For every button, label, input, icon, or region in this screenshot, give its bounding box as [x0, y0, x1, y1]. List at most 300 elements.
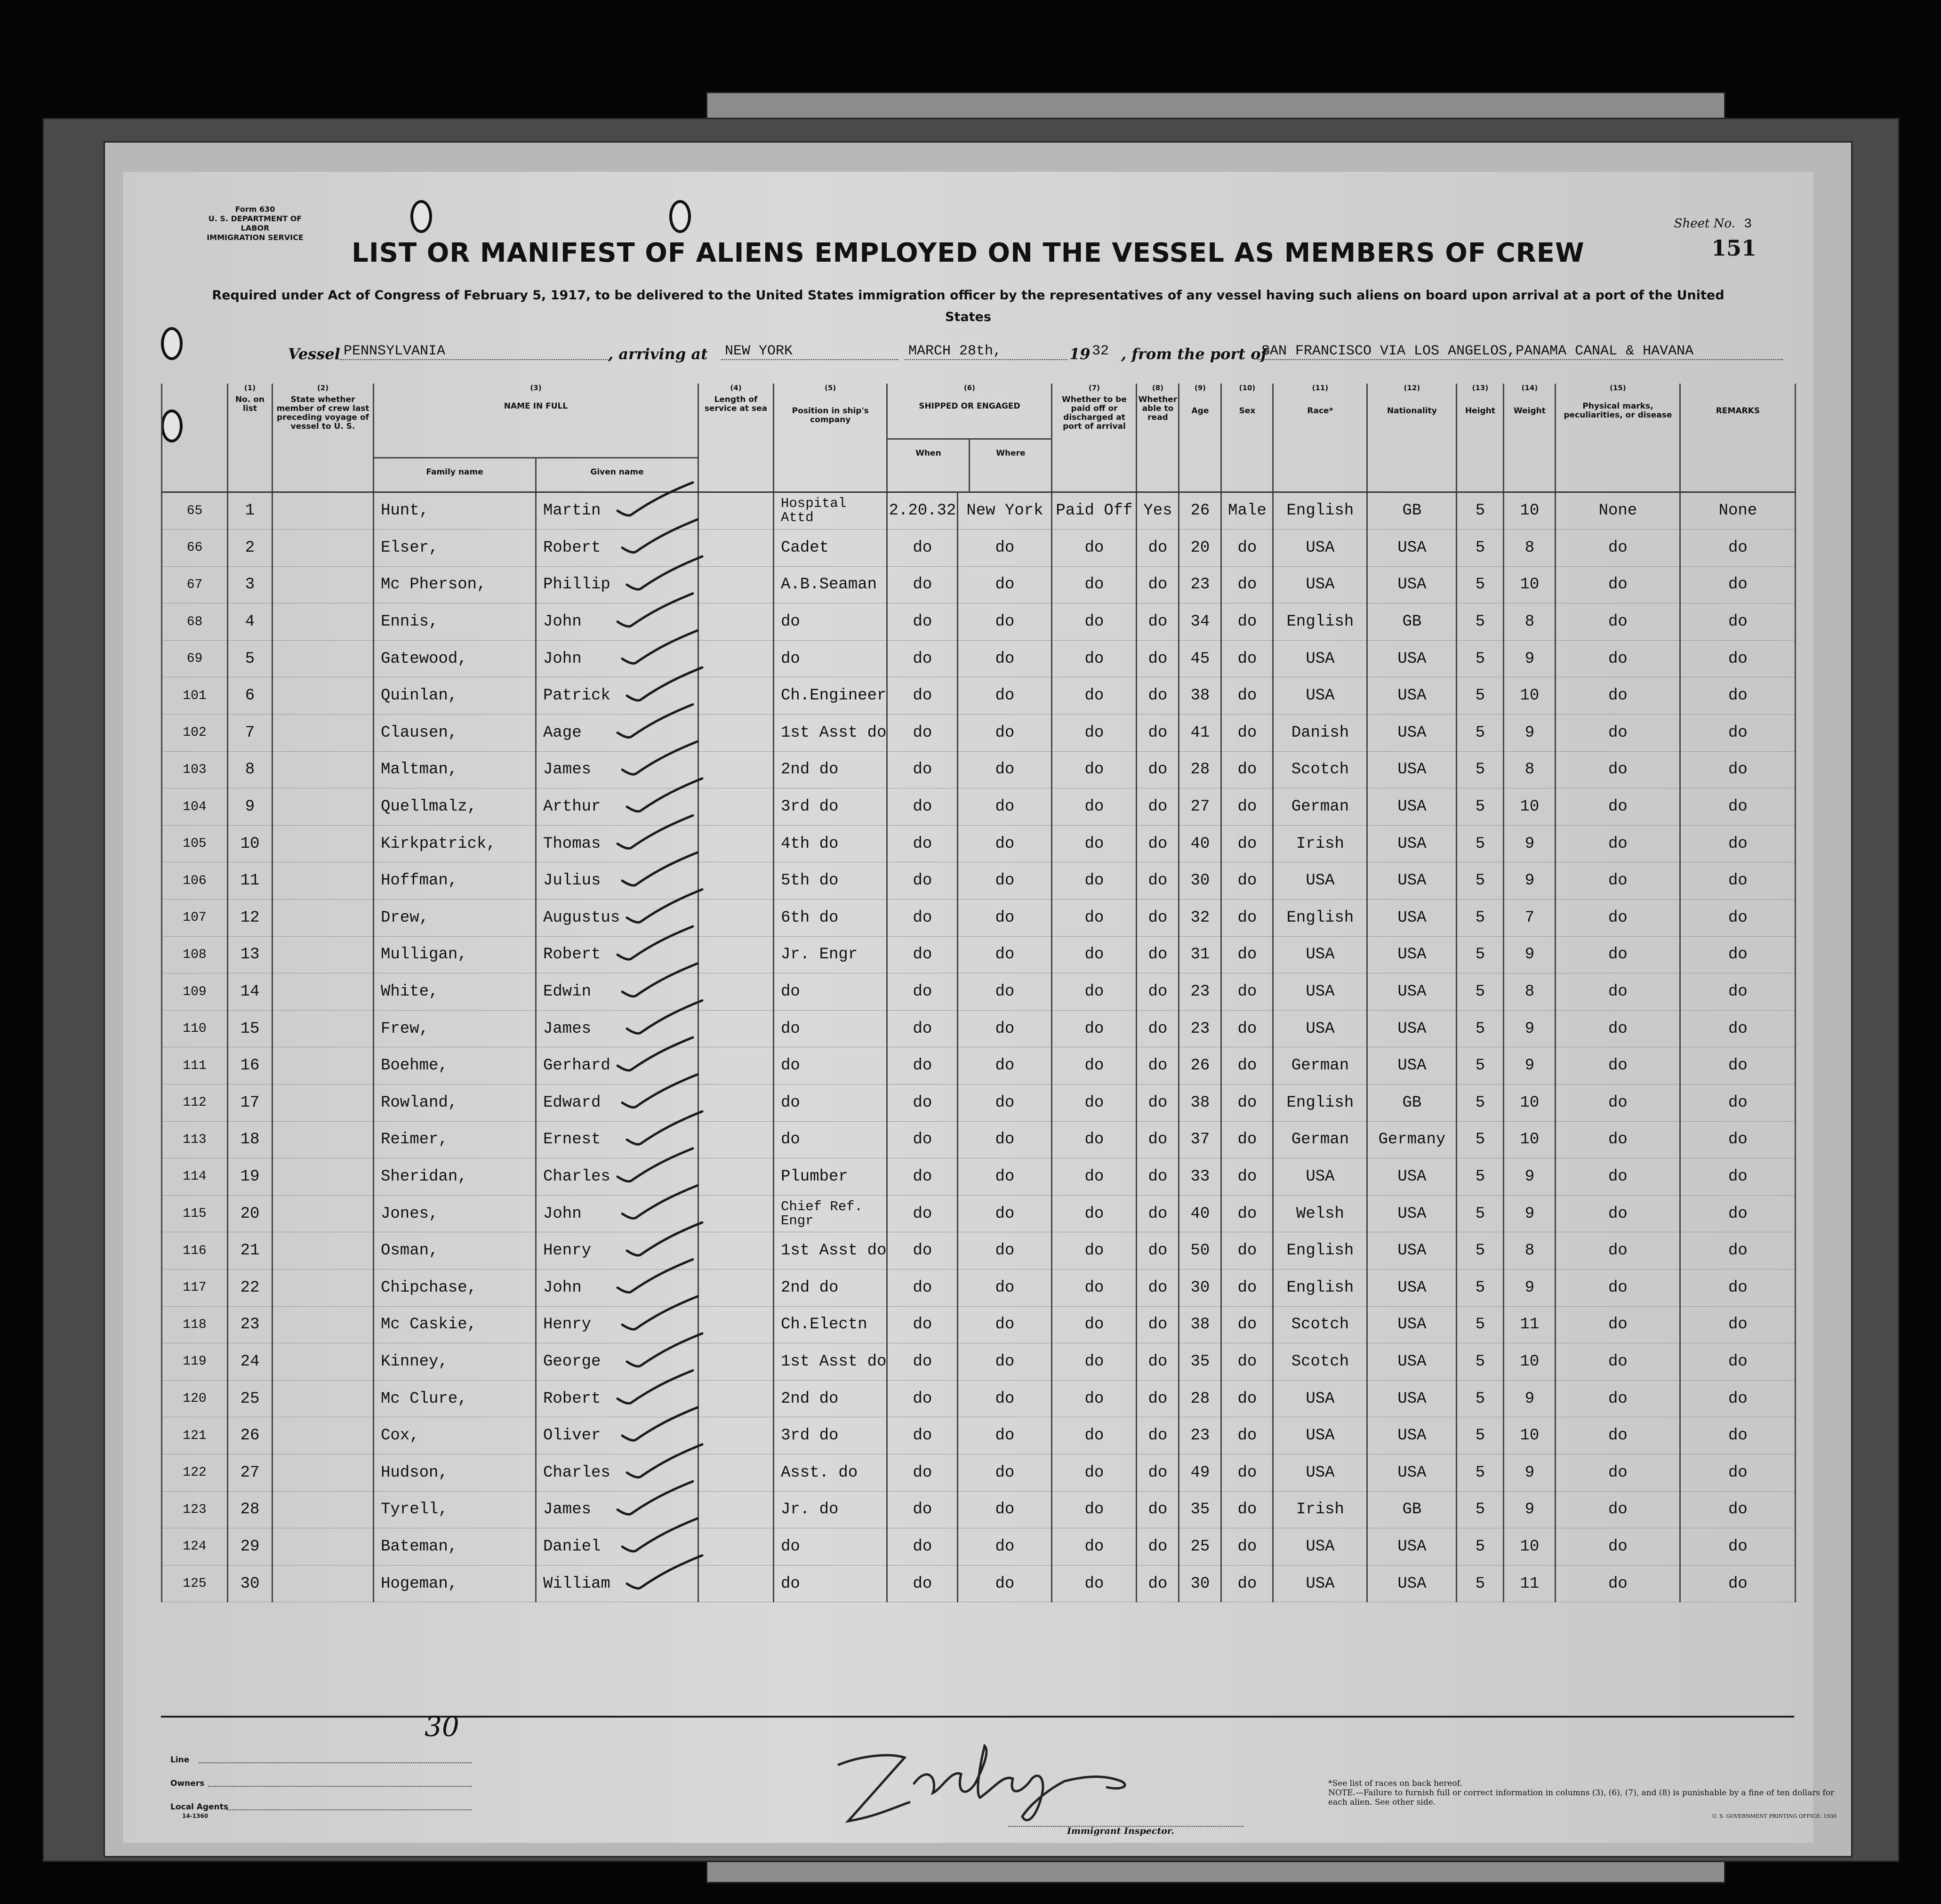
cell-paid-off: do	[1052, 566, 1137, 603]
cell-age: 30	[1179, 1565, 1221, 1602]
footer-notes	[1328, 1779, 1837, 1821]
cell-given-name: Henry	[536, 1306, 698, 1343]
cell-height: 5	[1457, 1454, 1504, 1491]
cell-remarks: do	[1680, 1417, 1796, 1454]
cell-position: 2nd do	[774, 1380, 887, 1417]
arriving-label: , arriving at	[608, 345, 708, 363]
cell-able-to-read: do	[1137, 640, 1179, 677]
col-8-header: (8) Whether able to read	[1137, 384, 1179, 492]
col-5-header: (5) Position in ship's company	[774, 384, 887, 492]
cell-sex: do	[1221, 1085, 1273, 1122]
cell-height: 5	[1457, 1121, 1504, 1158]
cell-family-name: White,	[374, 973, 536, 1011]
cell-race: German	[1273, 1047, 1367, 1085]
cell-remarks: do	[1680, 1491, 1796, 1528]
cell-paid-off: do	[1052, 603, 1137, 641]
cell-shipped-where: do	[958, 1195, 1052, 1232]
cell-age: 40	[1179, 825, 1221, 862]
cell-paid-off: do	[1052, 1158, 1137, 1196]
cell-shipped-when: do	[887, 751, 958, 788]
cell-sex: do	[1221, 715, 1273, 752]
cell-race: USA	[1273, 1010, 1367, 1047]
cell-shipped-when: do	[887, 1047, 958, 1085]
cell-given-name: Henry	[536, 1232, 698, 1269]
col-4-header: (4) Length of service at sea	[698, 384, 774, 492]
cell-physical-marks: do	[1556, 715, 1680, 752]
cell-shipped-where: do	[958, 862, 1052, 900]
cell-physical-marks: do	[1556, 566, 1680, 603]
cell-given-name: Charles	[536, 1158, 698, 1196]
cell-able-to-read: do	[1137, 603, 1179, 641]
cell-sex: Male	[1221, 492, 1273, 530]
cell-weight: 8	[1504, 973, 1556, 1011]
cell-position: Ch.Electn	[774, 1306, 887, 1343]
cell-shipped-where: do	[958, 751, 1052, 788]
cell-able-to-read: do	[1137, 1491, 1179, 1528]
cell-position: do	[774, 973, 887, 1011]
cell-height: 5	[1457, 640, 1504, 677]
cell-height: 5	[1457, 715, 1504, 752]
cell-family-name: Tyrell,	[374, 1491, 536, 1528]
cell-physical-marks: do	[1556, 825, 1680, 862]
cell-height: 5	[1457, 788, 1504, 826]
cell-sex: do	[1221, 566, 1273, 603]
cell-given-name: Edwin	[536, 973, 698, 1011]
cell-shipped-where: do	[958, 1010, 1052, 1047]
cell-height: 5	[1457, 1565, 1504, 1602]
cell-last-voyage	[273, 492, 374, 530]
cell-position: do	[774, 1047, 887, 1085]
cell-nationality: USA	[1367, 1343, 1457, 1381]
cell-sex: do	[1221, 1269, 1273, 1306]
cell-physical-marks: do	[1556, 862, 1680, 900]
cell-height: 5	[1457, 1306, 1504, 1343]
cell-age: 26	[1179, 492, 1221, 530]
col-9-header: (9) Age	[1179, 384, 1221, 492]
cell-position: do	[774, 1528, 887, 1566]
cell-able-to-read: do	[1137, 1380, 1179, 1417]
cell-list-number: 17	[228, 1085, 273, 1122]
cell-family-name: Mc Caskie,	[374, 1306, 536, 1343]
cell-ref-number: 66	[162, 530, 228, 567]
cell-weight: 9	[1504, 936, 1556, 973]
cell-last-voyage	[273, 1417, 374, 1454]
cell-remarks: do	[1680, 936, 1796, 973]
cell-able-to-read: do	[1137, 677, 1179, 715]
cell-race: USA	[1273, 936, 1367, 973]
cell-physical-marks: do	[1556, 936, 1680, 973]
cell-length-of-service	[698, 1491, 774, 1528]
cell-position: 3rd do	[774, 1417, 887, 1454]
cell-shipped-where: do	[958, 640, 1052, 677]
cell-length-of-service	[698, 862, 774, 900]
cell-nationality: USA	[1367, 1306, 1457, 1343]
arrival-port: NEW YORK	[721, 343, 898, 360]
cell-physical-marks: do	[1556, 751, 1680, 788]
cell-remarks: do	[1680, 1306, 1796, 1343]
cell-paid-off: do	[1052, 1047, 1137, 1085]
cell-shipped-where: do	[958, 1232, 1052, 1269]
cell-family-name: Hoffman,	[374, 862, 536, 900]
cell-age: 35	[1179, 1491, 1221, 1528]
owners-field	[208, 1786, 472, 1787]
crew-rows	[162, 492, 1796, 1602]
cell-weight: 9	[1504, 1491, 1556, 1528]
cell-list-number: 9	[228, 788, 273, 826]
cell-length-of-service	[698, 1121, 774, 1158]
cell-family-name: Rowland,	[374, 1085, 536, 1122]
cell-nationality: USA	[1367, 640, 1457, 677]
cell-family-name: Frew,	[374, 1010, 536, 1047]
cell-shipped-when: 2.20.32	[887, 492, 958, 530]
cell-shipped-where: do	[958, 1269, 1052, 1306]
cell-able-to-read: do	[1137, 1158, 1179, 1196]
table-row	[162, 492, 1796, 530]
cell-position: 3rd do	[774, 788, 887, 826]
cell-physical-marks: do	[1556, 973, 1680, 1011]
cell-last-voyage	[273, 1047, 374, 1085]
cell-position: do	[774, 640, 887, 677]
cell-list-number: 6	[228, 677, 273, 715]
cell-sex: do	[1221, 1454, 1273, 1491]
cell-paid-off: do	[1052, 715, 1137, 752]
cell-nationality: USA	[1367, 900, 1457, 937]
cell-physical-marks: do	[1556, 1417, 1680, 1454]
cell-position: Ch.Engineer	[774, 677, 887, 715]
cell-given-name: James	[536, 1010, 698, 1047]
cell-age: 38	[1179, 1306, 1221, 1343]
cell-family-name: Elser,	[374, 530, 536, 567]
cell-family-name: Cox,	[374, 1417, 536, 1454]
cell-remarks: do	[1680, 825, 1796, 862]
cell-shipped-when: do	[887, 1085, 958, 1122]
remarks-header: REMARKS	[1680, 384, 1796, 492]
cell-sex: do	[1221, 1047, 1273, 1085]
cell-height: 5	[1457, 900, 1504, 937]
cell-height: 5	[1457, 1047, 1504, 1085]
inspector-signature	[820, 1736, 1178, 1831]
cell-able-to-read: do	[1137, 1417, 1179, 1454]
cell-remarks: do	[1680, 1010, 1796, 1047]
cell-family-name: Reimer,	[374, 1121, 536, 1158]
page-subtitle: Required under Act of Congress of February 5, 1917, to be delivered to the United States immigration officer by the representatives of any vessel having such aliens on board upon arrival at a port of the United States	[212, 288, 1724, 324]
cell-sex: do	[1221, 530, 1273, 567]
sheet-number-value: 3	[1744, 217, 1752, 232]
cell-family-name: Osman,	[374, 1232, 536, 1269]
cell-nationality: USA	[1367, 973, 1457, 1011]
cell-family-name: Hudson,	[374, 1454, 536, 1491]
page-number: 151	[1711, 235, 1757, 261]
cell-shipped-when: do	[887, 936, 958, 973]
cell-given-name: Edward	[536, 1085, 698, 1122]
cell-able-to-read: do	[1137, 862, 1179, 900]
ref-header	[162, 384, 228, 492]
cell-race: Welsh	[1273, 1195, 1367, 1232]
table-row	[162, 936, 1796, 973]
col-12-header: (12) Nationality	[1367, 384, 1457, 492]
cell-paid-off: do	[1052, 1565, 1137, 1602]
cell-race: English	[1273, 1232, 1367, 1269]
cell-paid-off: do	[1052, 640, 1137, 677]
cell-race: USA	[1273, 1528, 1367, 1566]
cell-length-of-service	[698, 640, 774, 677]
cell-shipped-where: do	[958, 1085, 1052, 1122]
cell-able-to-read: do	[1137, 715, 1179, 752]
printer-note: U. S. GOVERNMENT PRINTING OFFICE: 1930	[1712, 1813, 1837, 1819]
cell-height: 5	[1457, 677, 1504, 715]
cell-length-of-service	[698, 1454, 774, 1491]
cell-family-name: Mc Clure,	[374, 1380, 536, 1417]
cell-ref-number: 67	[162, 566, 228, 603]
cell-remarks: do	[1680, 1343, 1796, 1381]
cell-paid-off: do	[1052, 677, 1137, 715]
agents-form-number: 14-1360	[182, 1813, 209, 1819]
when-header: When	[888, 440, 970, 491]
table-row	[162, 1491, 1796, 1528]
cell-shipped-when: do	[887, 1158, 958, 1196]
cell-remarks: do	[1680, 640, 1796, 677]
cell-list-number: 8	[228, 751, 273, 788]
cell-position: do	[774, 1121, 887, 1158]
cell-weight: 7	[1504, 900, 1556, 937]
cell-shipped-when: do	[887, 1306, 958, 1343]
cell-last-voyage	[273, 1085, 374, 1122]
cell-race: USA	[1273, 973, 1367, 1011]
cell-position: 2nd do	[774, 1269, 887, 1306]
cell-height: 5	[1457, 1010, 1504, 1047]
cell-height: 5	[1457, 1380, 1504, 1417]
cell-length-of-service	[698, 751, 774, 788]
cell-family-name: Sheridan,	[374, 1158, 536, 1196]
cell-last-voyage	[273, 1010, 374, 1047]
cell-paid-off: do	[1052, 1380, 1137, 1417]
cell-height: 5	[1457, 1232, 1504, 1269]
cell-ref-number: 110	[162, 1010, 228, 1047]
cell-length-of-service	[698, 715, 774, 752]
cell-ref-number: 117	[162, 1269, 228, 1306]
cell-position: 4th do	[774, 825, 887, 862]
cell-last-voyage	[273, 788, 374, 826]
cell-ref-number: 107	[162, 900, 228, 937]
cell-last-voyage	[273, 677, 374, 715]
cell-weight: 10	[1504, 1343, 1556, 1381]
cell-last-voyage	[273, 1121, 374, 1158]
cell-weight: 9	[1504, 1454, 1556, 1491]
table-row	[162, 1158, 1796, 1196]
cell-shipped-where: do	[958, 1158, 1052, 1196]
cell-position: do	[774, 603, 887, 641]
cell-height: 5	[1457, 936, 1504, 973]
cell-family-name: Hogeman,	[374, 1565, 536, 1602]
cell-family-name: Boehme,	[374, 1047, 536, 1085]
cell-ref-number: 104	[162, 788, 228, 826]
cell-remarks: do	[1680, 530, 1796, 567]
cell-race: German	[1273, 788, 1367, 826]
cell-given-name: Thomas	[536, 825, 698, 862]
cell-sex: do	[1221, 1565, 1273, 1602]
cell-last-voyage	[273, 1380, 374, 1417]
cell-shipped-when: do	[887, 862, 958, 900]
cell-paid-off: do	[1052, 530, 1137, 567]
cell-paid-off: do	[1052, 1232, 1137, 1269]
cell-given-name: John	[536, 1269, 698, 1306]
cell-sex: do	[1221, 900, 1273, 937]
table-row	[162, 1269, 1796, 1306]
cell-nationality: USA	[1367, 1528, 1457, 1566]
agents-label: Local Agents	[170, 1802, 229, 1812]
cell-sex: do	[1221, 1158, 1273, 1196]
cell-weight: 10	[1504, 1417, 1556, 1454]
cell-able-to-read: do	[1137, 900, 1179, 937]
cell-able-to-read: do	[1137, 825, 1179, 862]
cell-nationality: USA	[1367, 1010, 1457, 1047]
cell-position: Jr. Engr	[774, 936, 887, 973]
table-row	[162, 788, 1796, 826]
cell-ref-number: 121	[162, 1417, 228, 1454]
races-note: *See list of races on back hereof.	[1328, 1779, 1462, 1788]
cell-family-name: Ennis,	[374, 603, 536, 641]
cell-sex: do	[1221, 1380, 1273, 1417]
cell-paid-off: do	[1052, 1121, 1137, 1158]
cell-list-number: 4	[228, 603, 273, 641]
cell-given-name: Robert	[536, 1380, 698, 1417]
cell-able-to-read: do	[1137, 1121, 1179, 1158]
cell-list-number: 19	[228, 1158, 273, 1196]
cell-length-of-service	[698, 1047, 774, 1085]
table-row	[162, 603, 1796, 641]
cell-nationality: USA	[1367, 751, 1457, 788]
cell-race: USA	[1273, 566, 1367, 603]
cell-nationality: USA	[1367, 715, 1457, 752]
cell-paid-off: do	[1052, 900, 1137, 937]
cell-ref-number: 114	[162, 1158, 228, 1196]
cell-given-name: Ernest	[536, 1121, 698, 1158]
cell-ref-number: 102	[162, 715, 228, 752]
cell-list-number: 24	[228, 1343, 273, 1381]
cell-given-name: Arthur	[536, 788, 698, 826]
year-suffix: 32	[1092, 343, 1109, 359]
cell-shipped-where: New York	[958, 492, 1052, 530]
cell-paid-off: do	[1052, 1343, 1137, 1381]
cell-position: Cadet	[774, 530, 887, 567]
cell-weight: 9	[1504, 1380, 1556, 1417]
cell-family-name: Gatewood,	[374, 640, 536, 677]
cell-age: 41	[1179, 715, 1221, 752]
cell-nationality: GB	[1367, 603, 1457, 641]
cell-last-voyage	[273, 1269, 374, 1306]
cell-age: 38	[1179, 677, 1221, 715]
cell-paid-off: do	[1052, 1306, 1137, 1343]
cell-family-name: Kirkpatrick,	[374, 825, 536, 862]
line-field	[199, 1762, 472, 1763]
cell-shipped-when: do	[887, 973, 958, 1011]
cell-sex: do	[1221, 825, 1273, 862]
cell-position: Hospital Attd	[774, 492, 887, 530]
cell-able-to-read: do	[1137, 566, 1179, 603]
cell-able-to-read: do	[1137, 973, 1179, 1011]
cell-sex: do	[1221, 936, 1273, 973]
cell-nationality: USA	[1367, 825, 1457, 862]
cell-length-of-service	[698, 788, 774, 826]
cell-list-number: 23	[228, 1306, 273, 1343]
cell-height: 5	[1457, 1195, 1504, 1232]
where-header: Where	[996, 448, 1026, 458]
cell-remarks: do	[1680, 973, 1796, 1011]
cell-shipped-when: do	[887, 1195, 958, 1232]
cell-weight: 10	[1504, 1085, 1556, 1122]
cell-age: 32	[1179, 900, 1221, 937]
cell-able-to-read: do	[1137, 530, 1179, 567]
cell-shipped-when: do	[887, 1565, 958, 1602]
binder-hole-left	[410, 200, 432, 233]
cell-ref-number: 125	[162, 1565, 228, 1602]
cell-ref-number: 122	[162, 1454, 228, 1491]
cell-ref-number: 105	[162, 825, 228, 862]
cell-ref-number: 103	[162, 751, 228, 788]
cell-given-name: James	[536, 751, 698, 788]
cell-shipped-when: do	[887, 1454, 958, 1491]
cell-shipped-when: do	[887, 1269, 958, 1306]
cell-nationality: USA	[1367, 1158, 1457, 1196]
cell-able-to-read: do	[1137, 1269, 1179, 1306]
cell-family-name: Drew,	[374, 900, 536, 937]
table-row	[162, 566, 1796, 603]
cell-length-of-service	[698, 492, 774, 530]
cell-age: 31	[1179, 936, 1221, 973]
cell-position: do	[774, 1565, 887, 1602]
cell-length-of-service	[698, 1343, 774, 1381]
cell-list-number: 29	[228, 1528, 273, 1566]
binder-hole-right	[669, 200, 691, 233]
cell-given-name: George	[536, 1343, 698, 1381]
table-row	[162, 677, 1796, 715]
cell-remarks: do	[1680, 1528, 1796, 1566]
departure-port: SAN FRANCISCO VIA LOS ANGELOS,PANAMA CANAL & HAVANA	[1258, 343, 1783, 360]
cell-shipped-when: do	[887, 640, 958, 677]
cell-position: 2nd do	[774, 751, 887, 788]
cell-able-to-read: do	[1137, 1047, 1179, 1085]
cell-physical-marks: do	[1556, 1121, 1680, 1158]
cell-family-name: Clausen,	[374, 715, 536, 752]
family-name-header: Family name	[374, 458, 537, 491]
cell-weight: 8	[1504, 530, 1556, 567]
cell-family-name: Jones,	[374, 1195, 536, 1232]
cell-race: USA	[1273, 530, 1367, 567]
cell-shipped-when: do	[887, 788, 958, 826]
cell-height: 5	[1457, 1343, 1504, 1381]
cell-remarks: do	[1680, 751, 1796, 788]
cell-able-to-read: do	[1137, 1195, 1179, 1232]
cell-physical-marks: do	[1556, 1269, 1680, 1306]
cell-race: Danish	[1273, 715, 1367, 752]
cell-physical-marks: do	[1556, 1085, 1680, 1122]
cell-weight: 10	[1504, 788, 1556, 826]
cell-race: USA	[1273, 1158, 1367, 1196]
cell-family-name: Bateman,	[374, 1528, 536, 1566]
cell-ref-number: 101	[162, 677, 228, 715]
table-row	[162, 825, 1796, 862]
cell-shipped-where: do	[958, 1565, 1052, 1602]
cell-age: 34	[1179, 603, 1221, 641]
penalty-note: NOTE.—Failure to furnish full or correct information in columns (3), (6), (7), and (8) is punishable by a fine of ten dollars for each alien. See other side.	[1328, 1788, 1835, 1807]
cell-paid-off: do	[1052, 1491, 1137, 1528]
cell-sex: do	[1221, 603, 1273, 641]
cell-sex: do	[1221, 973, 1273, 1011]
cell-given-name: Charles	[536, 1454, 698, 1491]
cell-shipped-where: do	[958, 1380, 1052, 1417]
cell-sex: do	[1221, 788, 1273, 826]
cell-last-voyage	[273, 530, 374, 567]
